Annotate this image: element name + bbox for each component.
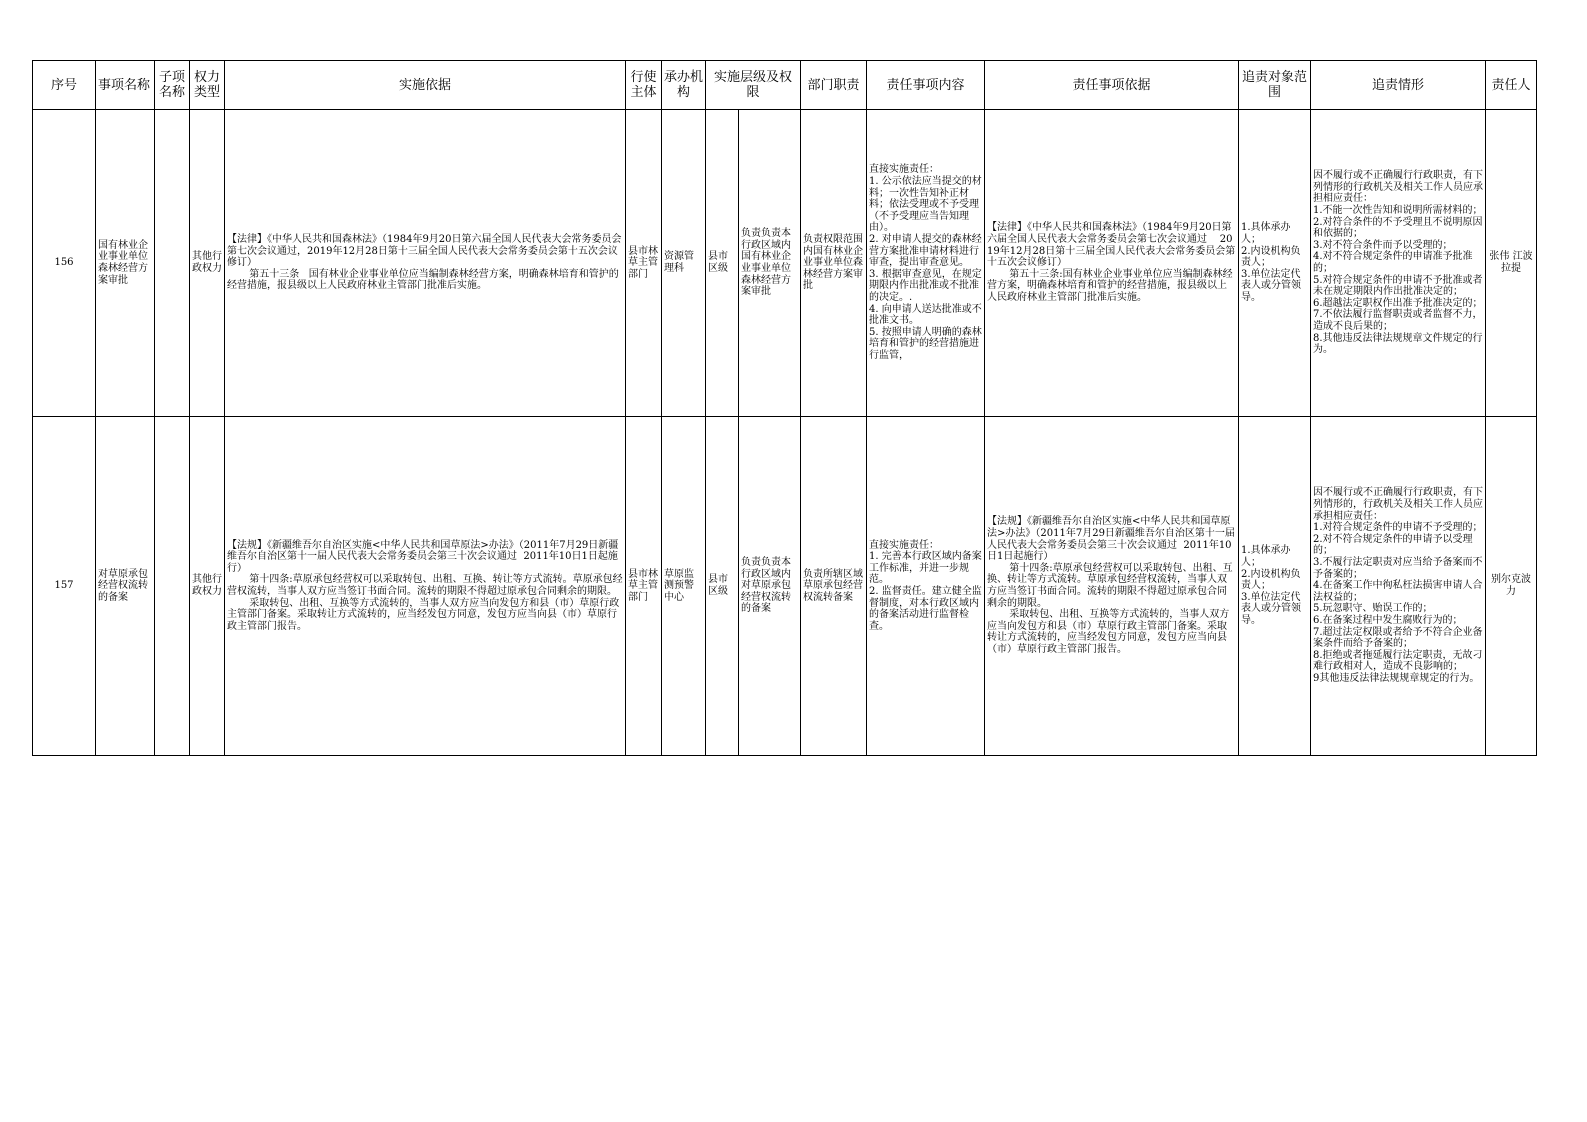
cell-resp-basis: 【法律】《中华人民共和国森林法》（1984年9月20日第六届全国人民代表大会常务委员会第七次会议通过 2019年12月28日第十三届全国人民代表大会常务委员会第十五次会议修订） 第五十三条:国有林业企业事业单位应当编制森林经营方案，明确森林培育和管护的经营措施，报县级以上人民政府林业主管部门批准后实施。 [985,110,1239,417]
cell-dept-duty: 负责所辖区域草原承包经营权流转备案 [801,417,867,756]
cell-authority: 负责负责本行政区域内国有林业企业事业单位森林经营方案审批 [739,110,801,417]
header-power-type: 权力类型 [190,61,225,110]
header-sub-name: 子项名称 [155,61,190,110]
cell-sub-name [155,417,190,756]
header-seq: 序号 [33,61,96,110]
header-target: 追责对象范围 [1239,61,1311,110]
cell-person: 别尔克波力 [1486,417,1537,756]
cell-seq: 157 [33,417,96,756]
cell-power-type: 其他行政权力 [190,110,225,417]
cell-sub-name [155,110,190,417]
table-row [33,110,1537,417]
cell-target: 1.具体承办人； 2.内设机构负责人； 3.单位法定代表人或分管领导。 [1239,417,1311,756]
power-list-table [32,60,1537,756]
header-basis: 实施依据 [225,61,626,110]
cell-level: 县市区级 [706,417,739,756]
table-row [33,417,1537,756]
cell-resp-content: 直接实施责任： 1. 完善本行政区域内备案工作标准，并进一步规范。 2. 监督责任。建立健全监督制度，对本行政区域内的备案活动进行监督检查。 [867,417,985,756]
header-dept-duty: 部门职责 [801,61,867,110]
cell-seq: 156 [33,110,96,417]
cell-resp-basis: 【法规】《新疆维吾尔自治区实施<中华人民共和国草原法>办法》（2011年7月29日新疆维吾尔自治区第十一届人民代表大会常务委员会第三十次会议通过 2011年10日1日起施行） 第十四条:草原承包经营权可以采取转包、出租、互换、转让等方式流转。草原承包经营权流转，当事人双方应当签订书面合同。流转的期限不得超过原承包合同剩余的期限。 采取转包、出租、互换等方式流转的，当事人双方应当向发包方和县（市）草原行政主管部门备案。采取转让方式流转的，应当经发包方同意，发包方应当向县（市）草原行政主管部门报告。 [985,417,1239,756]
cell-basis: 【法规】《新疆维吾尔自治区实施<中华人民共和国草原法>办法》（2011年7月29日新疆维吾尔自治区第十一届人民代表大会常务委员会第三十次会议通过 2011年10日1日起施行） 第十四条:草原承包经营权可以采取转包、出租、互换、转让等方式流转。草原承包经营权流转，当事人双方应当签订书面合同。流转的期限不得超过原承包合同剩余的期限。 采取转包、出租、互换等方式流转的，当事人双方应当向发包方和县（市）草原行政主管部门备案。采取转让方式流转的，应当经发包方同意，发包方应当向县（市）草原行政主管部门报告。 [225,417,626,756]
header-item-name: 事项名称 [96,61,155,110]
cell-item-name: 对草原承包经营权流转的备案 [96,417,155,756]
cell-subject: 县市林草主管部门 [626,110,662,417]
header-resp-basis: 责任事项依据 [985,61,1239,110]
cell-person: 张伟 江波拉提 [1486,110,1537,417]
header-situation: 追责情形 [1311,61,1486,110]
cell-authority: 负责负责本行政区域内对草原承包经营权流转的备案 [739,417,801,756]
cell-item-name: 国有林业企业事业单位森林经营方案审批 [96,110,155,417]
header-level: 实施层级及权限 [706,61,801,110]
header-row [33,61,1537,110]
header-subject: 行使主体 [626,61,662,110]
cell-subject: 县市林草主管部门 [626,417,662,756]
cell-handler: 草原监测预警中心 [662,417,706,756]
cell-resp-content: 直接实施责任： 1. 公示依法应当提交的材料；一次性告知补正材料；依法受理或不予受理（不予受理应当告知理由）。 2. 对申请人提交的森林经营方案批准申请材料进行审查，提出审查意见。 3. 根据审查意见，在规定期限内作出批准或不批准的决定。. 4. 向申请人送达批准或不批准文书。 5. 按照申请人明确的森林培育和管护的经营措施进行监管， [867,110,985,417]
cell-situation: 因不履行或不正确履行行政职责，有下列情形的，行政机关及相关工作人员应承担相应责任： 1.对符合规定条件的申请不予受理的； 2.对不符合规定条件的申请予以受理的； 3.不履行法定职责对应当给予备案而不予备案的； 4.在备案工作中徇私枉法损害申请人合法权益的； 5.玩忽职守、贻误工作的； 6.在备案过程中发生腐败行为的； 7.超过法定权限或者给予不符合企业备案条件而给予备案的； 8.拒绝或者拖延履行法定职责，无故刁难行政相对人，造成不良影响的； 9其他违反法律法规规章规定的行为。 [1311,417,1486,756]
cell-dept-duty: 负责权限范围内国有林业企业事业单位森林经营方案审批 [801,110,867,417]
cell-power-type: 其他行政权力 [190,417,225,756]
cell-basis: 【法律】《中华人民共和国森林法》（1984年9月20日第六届全国人民代表大会常务委员会第七次会议通过，2019年12月28日第十三届全国人民代表大会常务委员会第十五次会议修订） 第五十三条 国有林业企业事业单位应当编制森林经营方案，明确森林培育和管护的经营措施，报县级以上人民政府林业主管部门批准后实施。 [225,110,626,417]
cell-level: 县市区级 [706,110,739,417]
cell-handler: 资源管理科 [662,110,706,417]
header-person: 责任人 [1486,61,1537,110]
header-resp-content: 责任事项内容 [867,61,985,110]
cell-situation: 因不履行或不正确履行行政职责，有下列情形的行政机关及相关工作人员应承担相应责任： 1.不能一次性告知和说明所需材料的； 2.对符合条件的不予受理且不说明原因和依据的； 3.对不符合条件而予以受理的； 4.对不符合规定条件的申请准予批准的； 5.对符合规定条件的申请不予批准或者未在规定期限内作出批准决定的； 6.超越法定职权作出准予批准决定的； 7.不依法履行监督职责或者监督不力，造成不良后果的； 8.其他违反法律法规规章文件规定的行为。 [1311,110,1486,417]
header-handler: 承办机构 [662,61,706,110]
cell-target: 1.具体承办人； 2.内设机构负责人； 3.单位法定代表人或分管领导。 [1239,110,1311,417]
